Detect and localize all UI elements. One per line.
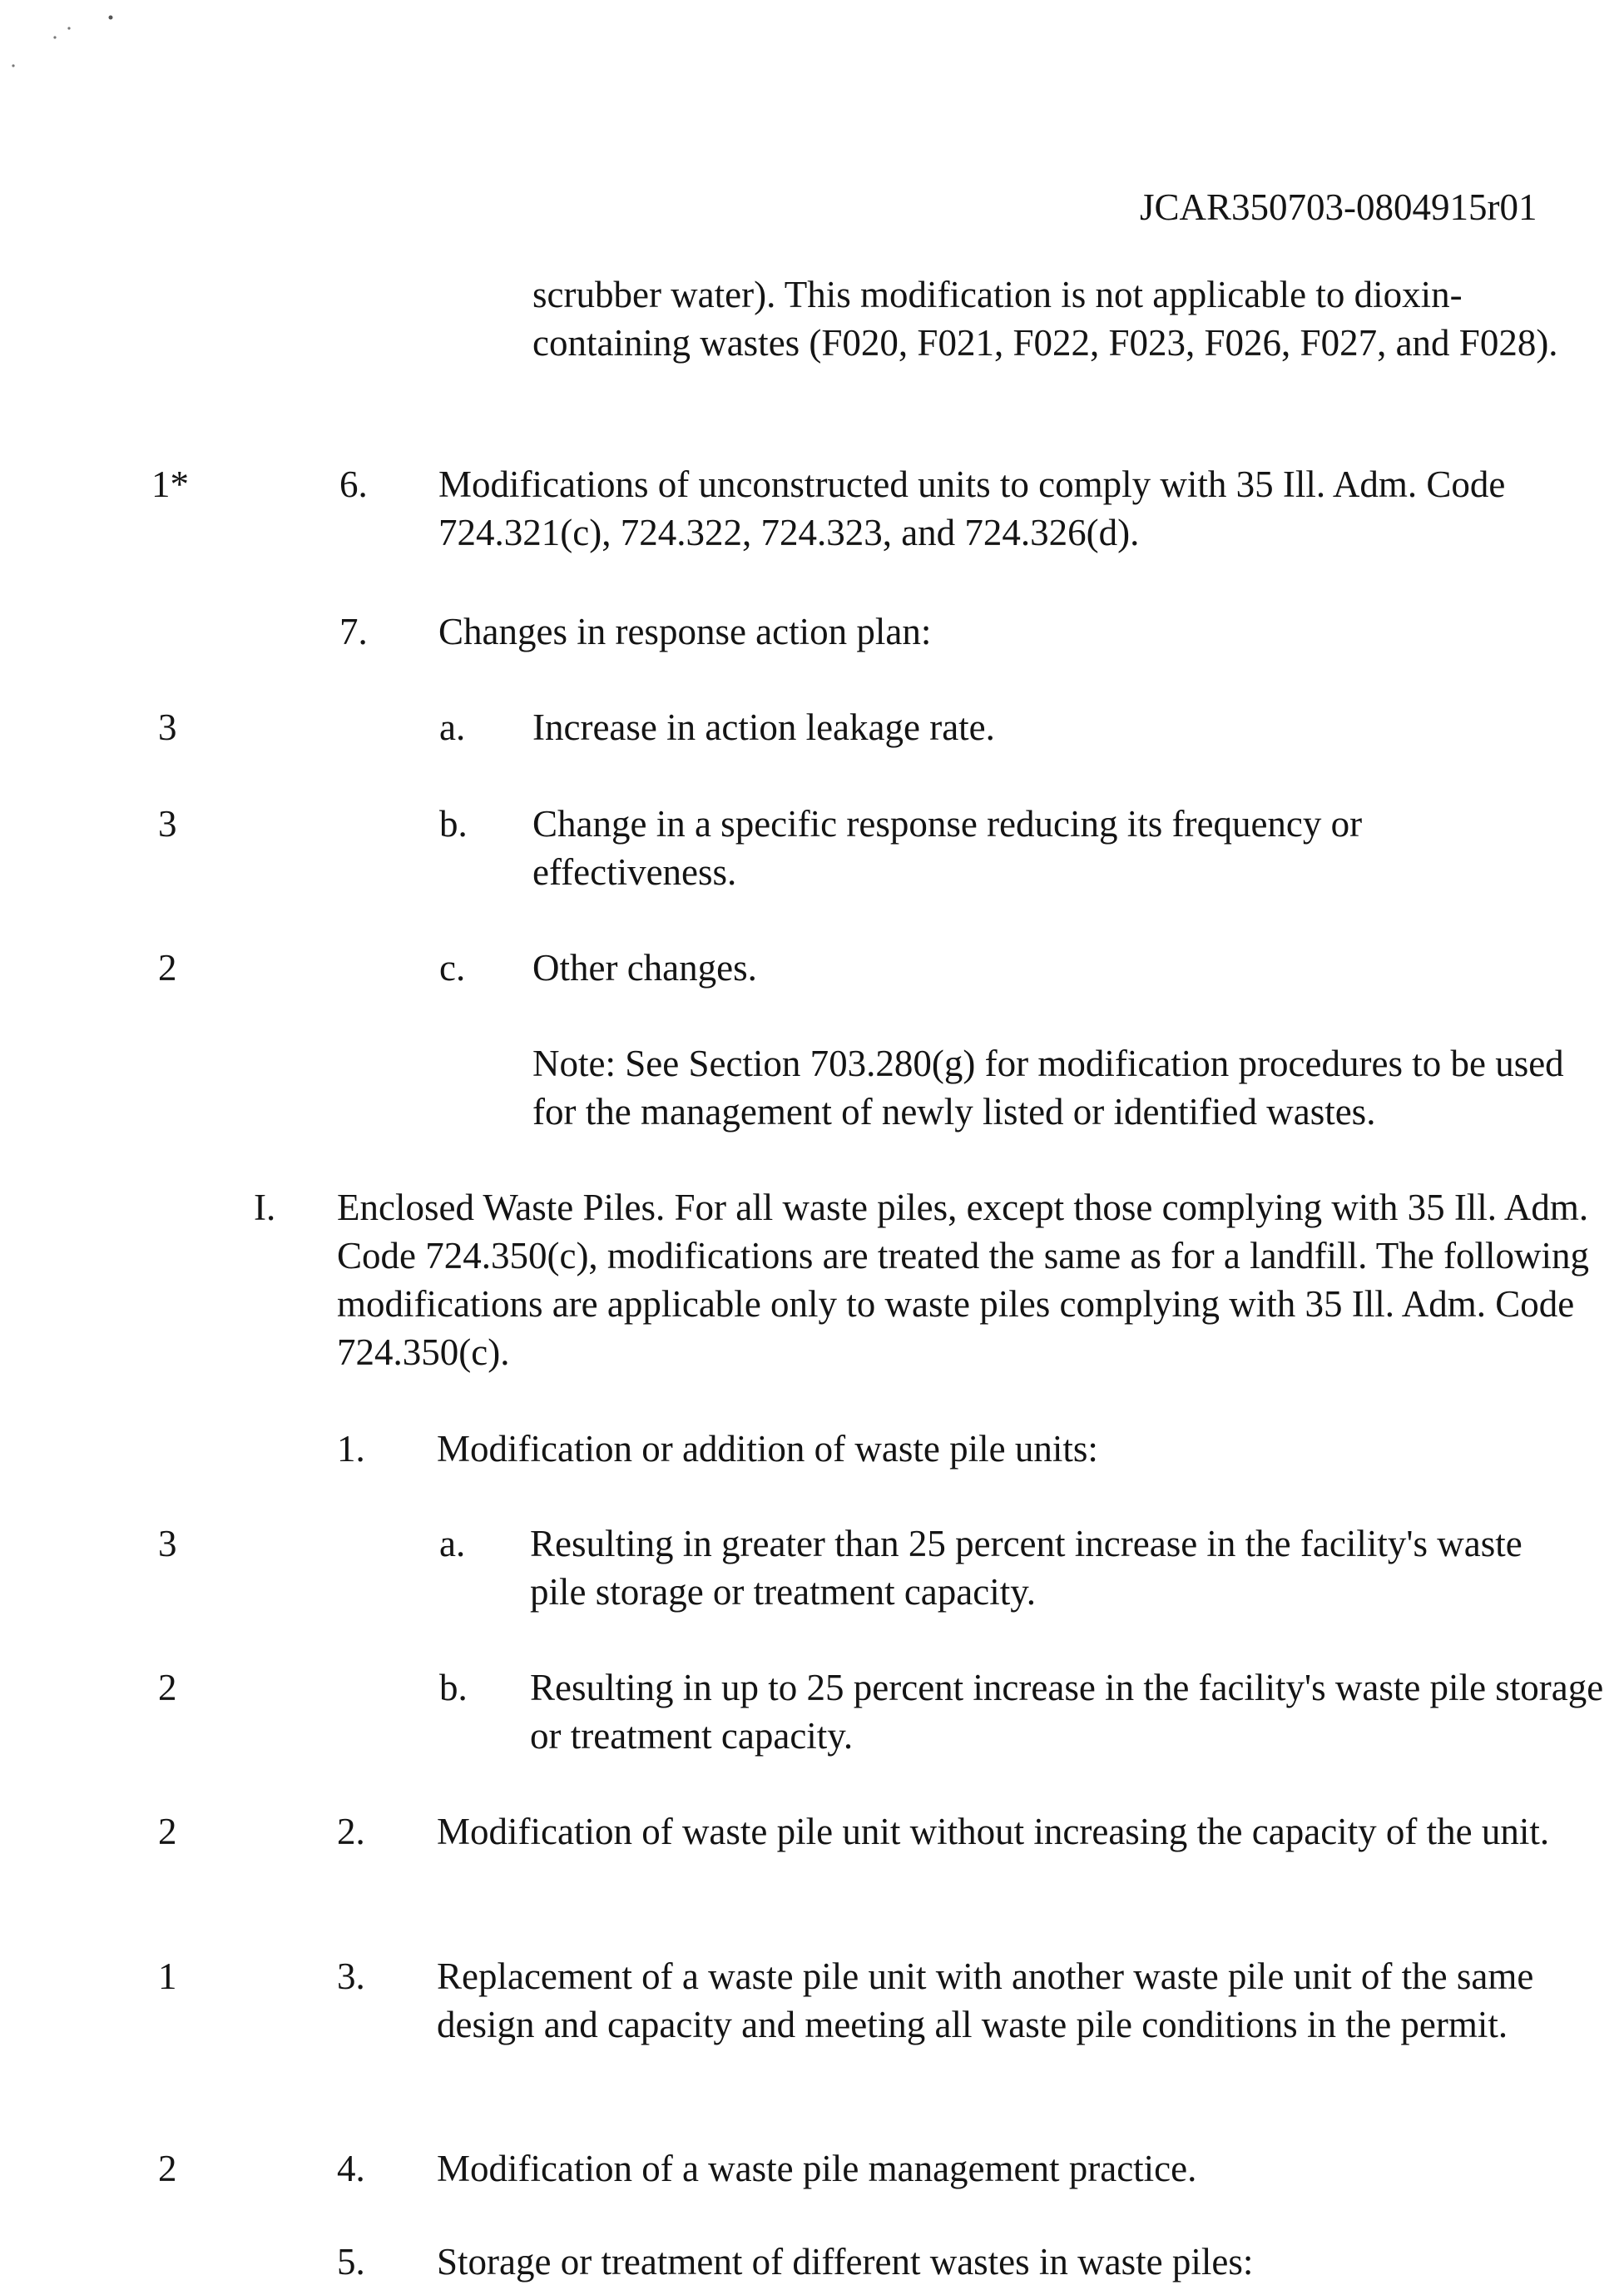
item-text: Modification or addition of waste pile units: (437, 1428, 1098, 1470)
section-text: Enclosed Waste Piles. For all waste piles, except those complying with 35 Ill. Adm. Code 724.350(c), modifications are treated the same as for a landfill. The following modifications are applicable only to waste piles complying with 35 Ill. Adm. Code 724.350(c). (337, 1187, 1589, 1373)
item-text: Replacement of a waste pile unit with another waste pile unit of the same design and capacity and meeting all waste pile conditions in the permit. (437, 1955, 1534, 2045)
item-text: Modification of a waste pile management practice. (437, 2148, 1197, 2189)
item-text: Modifications of unconstructed units to comply with 35 Ill. Adm. Code 724.321(c), 724.322, 724.323, and 724.326(d). (438, 463, 1506, 553)
class-number: 1 (158, 1955, 177, 1997)
item-number: 1. (337, 1428, 365, 1470)
class-number: 2 (158, 947, 177, 989)
item-text: Changes in response action plan: (438, 611, 932, 652)
item-number: 7. (339, 611, 368, 652)
continuation-paragraph: scrubber water). This modification is not applicable to dioxin-containing wastes (F020, F021, F022, F023, F026, F027, and F028). (532, 274, 1558, 364)
item-text: Resulting in up to 25 percent increase in the facility's waste pile storage or treatment capacity. (530, 1667, 1604, 1757)
class-number: 2 (158, 2148, 177, 2189)
item-number: a. (439, 706, 466, 748)
item-text: Other changes. (532, 947, 757, 989)
class-number: 3 (158, 1523, 177, 1564)
item-number: b. (439, 1667, 468, 1708)
item-number: a. (439, 1523, 466, 1564)
item-number: 6. (339, 463, 368, 505)
class-number: 2 (158, 1667, 177, 1708)
item-text: Increase in action leakage rate. (532, 706, 995, 748)
item-number: 2. (337, 1811, 365, 1852)
class-number: 3 (158, 803, 177, 845)
class-number: 1* (151, 463, 189, 505)
item-text: Modification of waste pile unit without increasing the capacity of the unit. (437, 1811, 1550, 1852)
document-id: JCAR350703-0804915r01 (1140, 186, 1537, 228)
note-paragraph: Note: See Section 703.280(g) for modification procedures to be used for the management of newly listed or identified wastes. (532, 1043, 1564, 1133)
item-number: 5. (337, 2241, 365, 2283)
item-text: Resulting in greater than 25 percent increase in the facility's waste pile storage or treatment capacity. (530, 1523, 1522, 1613)
item-text: Storage or treatment of different wastes in waste piles: (437, 2241, 1254, 2283)
item-text: Change in a specific response reducing its frequency or effectiveness. (532, 803, 1363, 893)
item-number: 4. (337, 2148, 365, 2189)
class-number: 3 (158, 706, 177, 748)
item-number: b. (439, 803, 468, 845)
item-number: 3. (337, 1955, 365, 1997)
item-number: c. (439, 947, 466, 989)
scan-specks (0, 0, 166, 83)
section-letter: I. (254, 1187, 276, 1228)
class-number: 2 (158, 1811, 177, 1852)
